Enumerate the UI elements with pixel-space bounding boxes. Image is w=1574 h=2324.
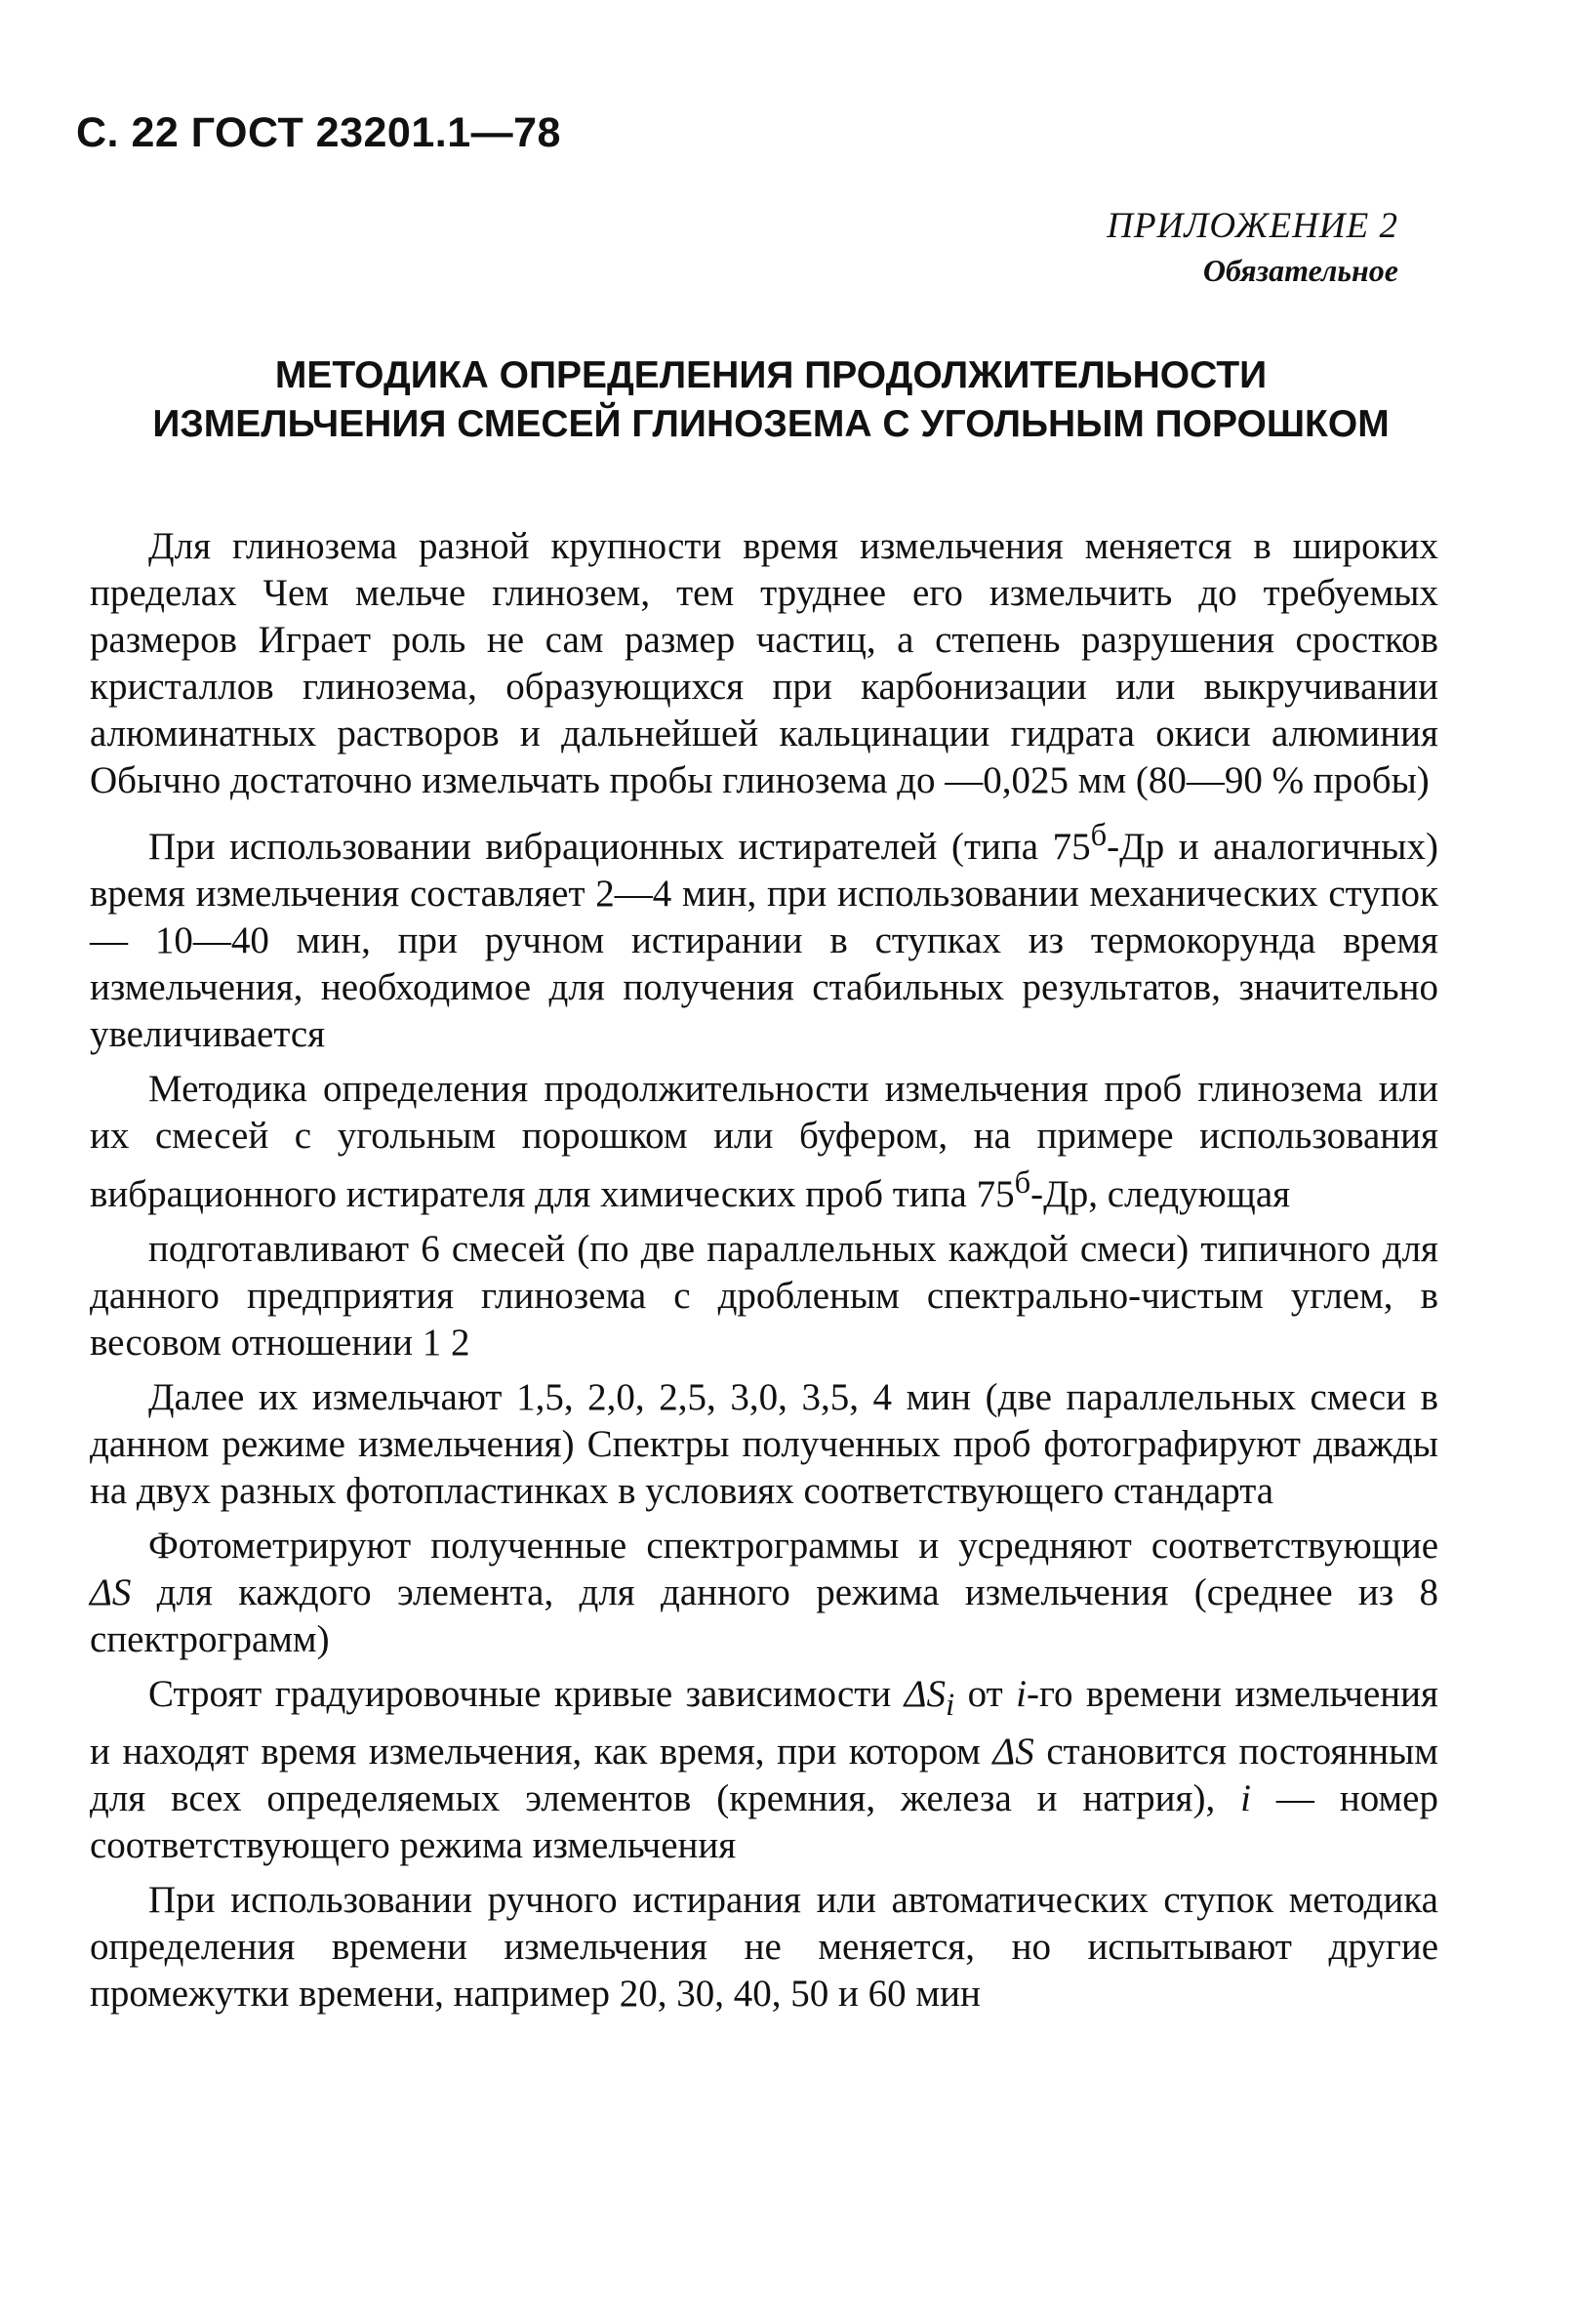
appendix-title: ПРИЛОЖЕНИЕ 2 bbox=[1107, 206, 1398, 246]
index-i-symbol: i bbox=[1240, 1776, 1251, 1819]
paragraph-7 bbox=[90, 1671, 1438, 1869]
paragraph-2-superscript: б bbox=[1090, 818, 1108, 853]
body-text bbox=[90, 523, 1438, 2025]
delta-s-i-subscript: i bbox=[946, 1687, 955, 1723]
index-i-symbol: i bbox=[1016, 1673, 1027, 1715]
paragraph-7-part-c: -го времени измельчения и находят время измельчения, как время, при котором bbox=[90, 1673, 1438, 1773]
paragraph-7-part-a: Строят градуировочные кривые зависимости bbox=[148, 1673, 905, 1715]
paragraph-7-part-b: от bbox=[954, 1673, 1017, 1715]
paragraph-6 bbox=[90, 1523, 1438, 1663]
delta-s-i-symbol: ΔS bbox=[904, 1673, 947, 1715]
paragraph-3 bbox=[90, 1066, 1438, 1218]
delta-s-symbol: ΔS bbox=[90, 1571, 132, 1613]
appendix-subtitle: Обязательное bbox=[1202, 253, 1398, 288]
document-title bbox=[88, 351, 1454, 449]
paragraph-4: подготавливают 6 смесей (по две параллельных каждой смеси) типичного для данного предприятия глинозема с дробленым спектрально-чистым углем, в весовом отношении 1 2 bbox=[90, 1228, 1438, 1364]
paragraph-7-part-e: — номер соответствующего режима измельчения bbox=[90, 1776, 1438, 1866]
paragraph-7-part-d: становится постоянным для всех определяемых элементов (кремния, железа и натрия), bbox=[90, 1730, 1438, 1819]
appendix-label bbox=[1107, 203, 1398, 291]
page-header: С. 22 ГОСТ 23201.1—78 bbox=[76, 109, 561, 156]
document-title-line-1: МЕТОДИКА ОПРЕДЕЛЕНИЯ ПРОДОЛЖИТЕЛЬНОСТИ bbox=[274, 354, 1268, 396]
document-title-line-2: ИЗМЕЛЬЧЕНИЯ СМЕСЕЙ ГЛИНОЗЕМА С УГОЛЬНЫМ ПОРОШКОМ bbox=[152, 403, 1390, 445]
paragraph-3-superscript: б bbox=[1014, 1165, 1031, 1201]
paragraph-2-part-b: -Др и аналогичных) время измельчения составляет 2—4 мин, при использовании механических ступок — 10—40 мин, при ручном истирании в ступках из термокорунда время измельчения, необходимое для получения стабильных результатов, значительно увеличивается bbox=[90, 826, 1438, 1055]
paragraph-2-part-a: При использовании вибрационных истирателей (типа 75 bbox=[148, 826, 1091, 868]
paragraph-8: При использовании ручного истирания или автоматических ступок методика определения времени измельчения не меняется, но испытывают другие промежутки времени, например 20, 30, 40, 50 и 60 мин bbox=[90, 1878, 1438, 2015]
paragraph-1: Для глинозема разной крупности время измельчения меняется в широких пределах Чем мельче глинозем, тем труднее его измельчить до требуемых размеров Играет роль не сам размер частиц, а степень разрушения сростков кристаллов глинозема, образующихся при карбонизации или выкручивании алюминатных растворов и дальнейшей кальцинации гидрата окиси алюминия Обычно достаточно измельчать пробы глинозема до —0,025 мм (80—90 % пробы) bbox=[90, 525, 1438, 801]
paragraph-3-part-b: -Др, следующая bbox=[1030, 1173, 1291, 1215]
delta-s-symbol: ΔS bbox=[992, 1730, 1034, 1773]
paragraph-3-part-a: Методика определения продолжительности измельчения проб глинозема или их смесей с угольным порошком или буфером, на примере использования вибрационного истирателя для химических проб типа 75 bbox=[90, 1068, 1438, 1215]
paragraph-5: Далее их измельчают 1,5, 2,0, 2,5, 3,0, 3,5, 4 мин (две параллельных смеси в данном режиме измельчения) Спектры полученных проб фотографируют дважды на двух разных фотопластинках в условиях соответствующего стандарта bbox=[90, 1376, 1438, 1512]
paragraph-2 bbox=[90, 812, 1438, 1058]
paragraph-6-part-a: Фотометрируют полученные спектрограммы и усредняют соответствующие bbox=[148, 1525, 1438, 1567]
paragraph-6-part-b: для каждого элемента, для данного режима измельчения (среднее из 8 спектрограмм) bbox=[90, 1571, 1438, 1660]
